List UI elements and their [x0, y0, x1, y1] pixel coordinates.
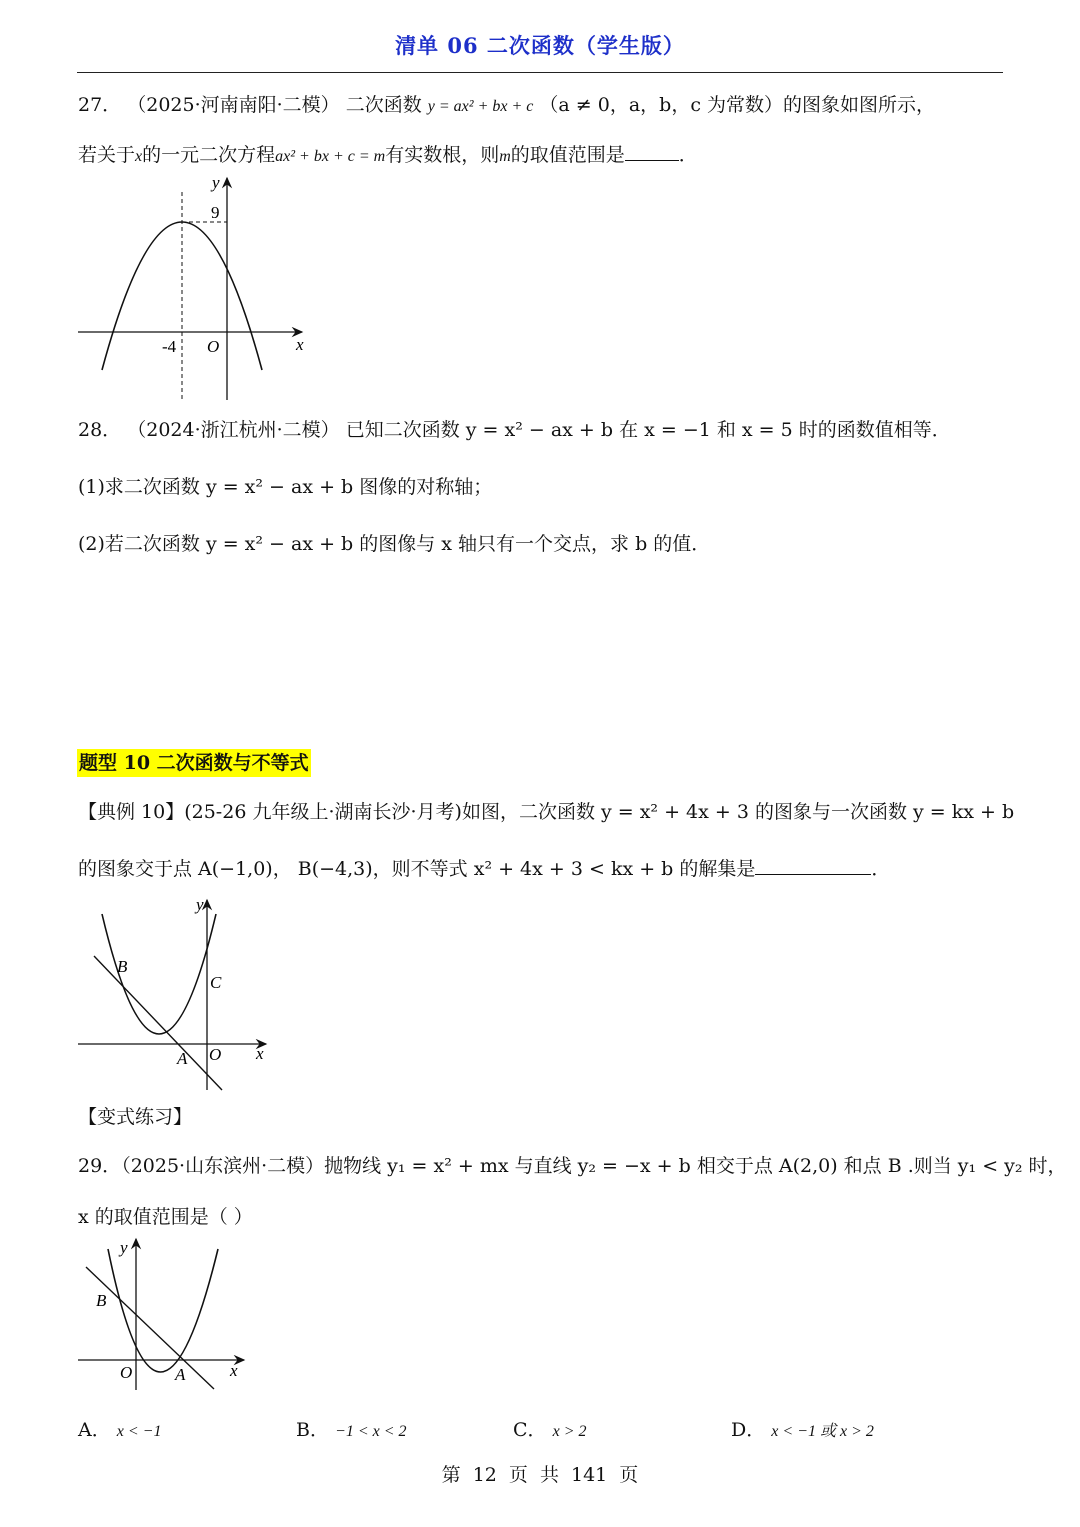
example10-label-origin: O: [209, 1045, 222, 1064]
q27-condition: （a ≠ 0，a，b，c 为常数）的图象如图所示，: [539, 94, 936, 116]
q29-option-d-value: x < −1 或 x > 2: [771, 1423, 874, 1440]
q29-option-c[interactable]: [513, 1415, 587, 1442]
example10-line1: [78, 798, 1014, 826]
variant-heading: 【变式练习】: [78, 1106, 193, 1128]
q27-line1: [78, 91, 935, 121]
example10-answer-blank[interactable]: [755, 856, 871, 875]
q28-part1: (1)求二次函数 y = x² − ax + b 图像的对称轴；: [78, 476, 493, 498]
q27-text2d: 的取值范围是: [510, 144, 625, 166]
q27-label-vertex-x: -4: [162, 337, 177, 356]
q29-label-origin: O: [120, 1363, 133, 1382]
q28-part2: (2)若二次函数 y = x² − ax + b 的图像与 x 轴只有一个交点，求 b 的值．: [78, 533, 711, 555]
section-heading: 题型 10 二次函数与不等式: [77, 749, 311, 777]
q29-option-d-letter: D．: [731, 1419, 766, 1441]
q29-parabola: [108, 1249, 218, 1372]
q27-answer-blank[interactable]: [625, 142, 679, 161]
q29-number: 29．: [78, 1155, 122, 1177]
example10-text2: 的图象交于点 A(−1,0)， B(−4,3)，则不等式 x² + 4x + 3 < kx + b 的解集是: [78, 858, 756, 880]
q29-source: （2025·山东滨州·二模）: [121, 1155, 325, 1177]
q29-label-y: y: [120, 1238, 128, 1257]
q28-number: 28．: [78, 419, 122, 441]
q27-label-x: x: [296, 335, 304, 354]
q27-var-x: x: [135, 148, 143, 165]
example10-label-x: x: [256, 1044, 264, 1063]
q27-var-m: m: [499, 148, 511, 165]
q27-equation: ax² + bx + c = m: [275, 148, 386, 165]
header-divider: [77, 72, 1003, 73]
q29-label-B: B: [96, 1291, 107, 1310]
page-header-title: 清单 06 二次函数（学生版）: [395, 33, 685, 58]
q29-option-a-letter: A．: [78, 1419, 111, 1441]
example10-line2: [78, 855, 890, 883]
example10-label: 【典例 10】: [78, 801, 185, 823]
q27-label-vertex-y: 9: [211, 203, 220, 222]
q27-text1: 二次函数: [345, 94, 422, 116]
q27-text2b: 的一元二次方程: [142, 144, 276, 166]
example10-source: (25-26 九年级上·湖南长沙·月考): [184, 801, 462, 823]
example10-label-C: C: [210, 973, 222, 992]
q29-text1: 抛物线 y₁ = x² + mx 与直线 y₂ = −x + b 相交于点 A(2,0) 和点 B .则当 y₁ < y₂ 时，: [324, 1155, 1067, 1177]
q29-label-A: A: [175, 1365, 186, 1384]
example10-graph: [74, 894, 274, 1094]
q27-text2a: 若关于: [78, 144, 136, 166]
page-footer: 第 12 页 共 141 页: [441, 1464, 639, 1486]
q29-option-b-value: −1 < x < 2: [335, 1423, 407, 1440]
q27-end: ．: [678, 144, 698, 166]
q28-line1: [78, 416, 951, 444]
example10-text1: 如图，二次函数 y = x² + 4x + 3 的图象与一次函数 y = kx + b: [461, 801, 1015, 823]
q29-option-d[interactable]: [731, 1415, 874, 1442]
q27-number: 27．: [78, 94, 122, 116]
q29-option-c-value: x > 2: [552, 1423, 587, 1440]
q27-source: （2025·河南南阳·二模）: [127, 94, 340, 116]
q27-line2: [78, 141, 698, 171]
q29-line2: x 的取值范围是（ ）: [78, 1206, 253, 1228]
q29-option-a[interactable]: [78, 1415, 161, 1442]
q27-label-origin: O: [207, 337, 220, 356]
q27-label-y: y: [212, 173, 220, 192]
q29-option-c-letter: C．: [513, 1419, 547, 1441]
example10-label-A: A: [177, 1049, 188, 1068]
example10-end: ．: [871, 858, 891, 880]
q29-graph: [74, 1233, 254, 1393]
q27-formula: y = ax² + bx + c: [427, 98, 534, 115]
example10-line: [94, 956, 222, 1090]
q29-option-a-value: x < −1: [116, 1423, 162, 1440]
example10-label-B: B: [117, 957, 128, 976]
q28-stem: 已知二次函数 y = x² − ax + b 在 x = −1 和 x = 5 时的函数值相等．: [345, 419, 951, 441]
example10-label-y: y: [196, 895, 204, 914]
q29-label-x: x: [230, 1361, 238, 1380]
q27-text2c: 有实数根，则: [385, 144, 500, 166]
q27-graph: [74, 172, 314, 404]
q29-option-b-letter: B．: [296, 1419, 329, 1441]
q29-line1: [78, 1152, 1067, 1180]
q28-source: （2024·浙江杭州·二模）: [127, 419, 340, 441]
q29-option-b[interactable]: [296, 1415, 407, 1442]
